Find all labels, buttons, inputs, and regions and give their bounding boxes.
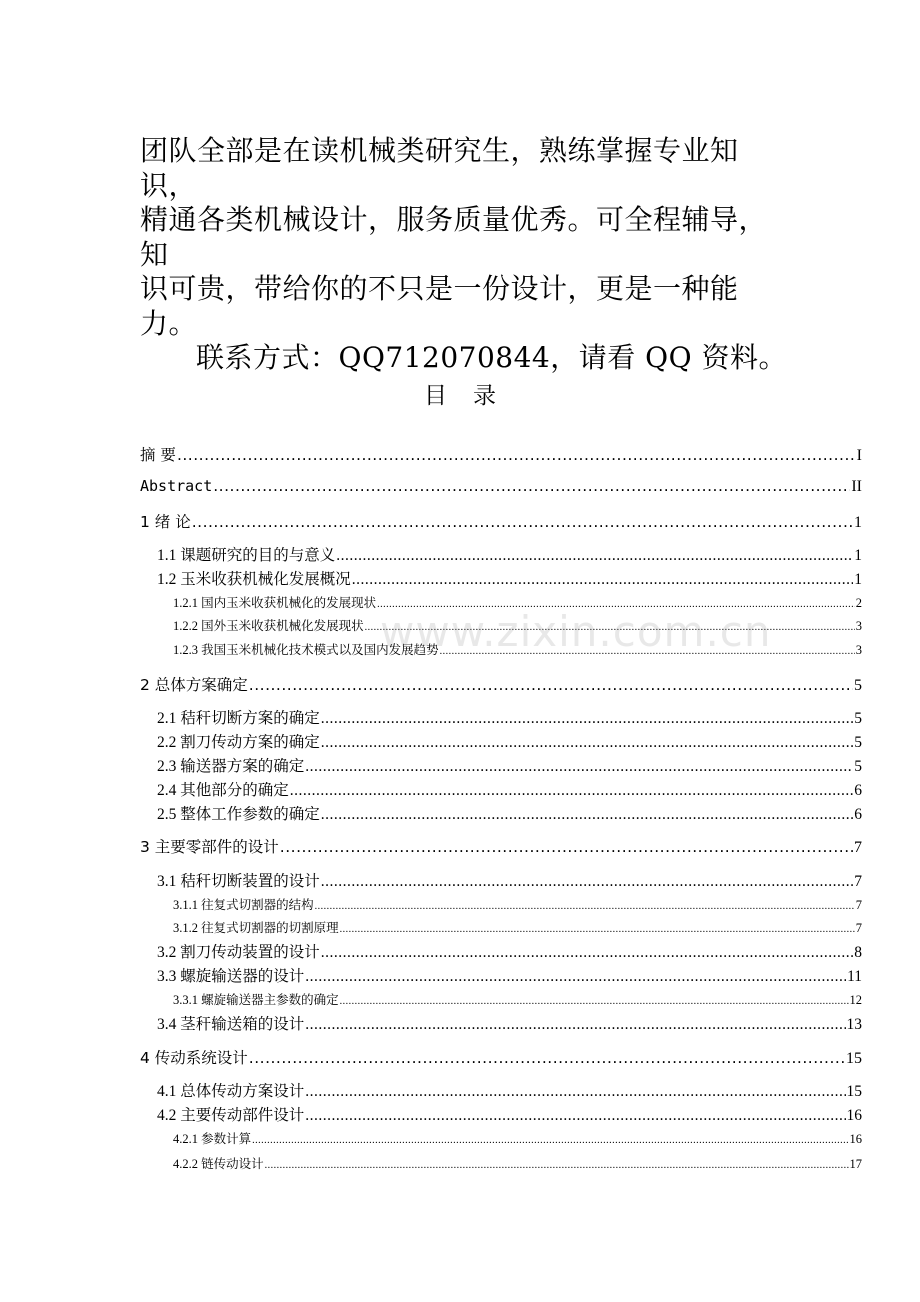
toc-entry-label: 2.3 输送器方案的确定 — [157, 758, 305, 775]
dot-leader — [305, 1107, 845, 1125]
toc-entry-page: 11 — [847, 968, 862, 985]
toc-entry-label: 2 总体方案确定 — [140, 676, 248, 694]
dot-leader — [321, 944, 853, 962]
toc-entry-page: 7 — [855, 921, 862, 935]
dot-leader — [352, 571, 853, 589]
dot-leader — [265, 1160, 849, 1171]
toc-entry-page: 6 — [854, 782, 862, 799]
contact-line: 联系方式：QQ712070844，请看 QQ 资料。 — [196, 341, 787, 374]
toc-entry-page: 15 — [846, 1083, 862, 1100]
toc-entry-page: 16 — [846, 1107, 862, 1124]
toc-entry-page: 1 — [854, 547, 862, 564]
dot-leader — [305, 1016, 845, 1034]
dot-leader — [305, 758, 853, 776]
toc-entry-label: 摘 要 — [140, 446, 176, 464]
dot-leader — [213, 477, 850, 495]
toc-entry[interactable] — [140, 754, 862, 776]
toc-entry-page: I — [856, 447, 862, 464]
toc-entry-page: 7 — [854, 873, 862, 890]
intro-line: 识可贵，带给你的不只是一份设计，更是一种能力。 — [140, 272, 739, 340]
toc-entry-label: 3.2 割刀传动装置的设计 — [157, 944, 320, 961]
toc-entry-page: 7 — [855, 898, 862, 912]
dot-leader — [321, 873, 853, 891]
dot-leader — [177, 446, 856, 464]
dot-leader — [305, 968, 846, 986]
intro-block — [140, 134, 790, 376]
toc-entry-label: 4.2 主要传动部件设计 — [157, 1107, 305, 1124]
toc-entry-label: Abstract — [140, 477, 213, 495]
toc-entry-label: 1 绪 论 — [140, 513, 191, 531]
toc-entry[interactable] — [140, 593, 862, 611]
toc-entry-label: 3.3 螺旋输送器的设计 — [157, 968, 305, 985]
toc-entry[interactable] — [140, 940, 862, 962]
toc-entry[interactable] — [140, 802, 862, 824]
toc-entry[interactable] — [140, 1129, 862, 1147]
toc-entry-label: 3.3.1 螺旋输送器主参数的确定 — [173, 993, 339, 1007]
toc-entry[interactable] — [140, 477, 862, 496]
toc-entry-label: 1.2.2 国外玉米收获机械化发展现状 — [173, 619, 364, 633]
dot-leader — [315, 901, 855, 912]
dot-leader — [377, 599, 855, 610]
toc-entry-page: 6 — [854, 806, 862, 823]
toc-entry[interactable] — [140, 1103, 862, 1125]
toc-entry-label: 3.1 秸秆切断装置的设计 — [157, 873, 320, 890]
dot-leader — [365, 622, 855, 633]
toc-entry[interactable] — [140, 778, 862, 800]
toc-entry[interactable] — [140, 673, 862, 695]
dot-leader — [290, 782, 853, 800]
toc-entry-label: 2.1 秸秆切断方案的确定 — [157, 710, 320, 727]
dot-leader — [336, 547, 853, 565]
toc-entry-page: II — [851, 478, 862, 495]
toc-entry[interactable] — [140, 706, 862, 728]
toc-entry[interactable] — [140, 918, 862, 936]
toc-entry-label: 1.2.3 我国玉米机械化技术模式以及国内发展趋势 — [173, 643, 439, 657]
toc-entry-label: 3.1.1 往复式切割器的结构 — [173, 898, 314, 912]
dot-leader — [340, 996, 849, 1007]
toc-entry-label: 3 主要零部件的设计 — [140, 838, 279, 856]
toc-entry-label: 1.2 玉米收获机械化发展概况 — [157, 571, 351, 588]
toc-entry-label: 2.2 割刀传动方案的确定 — [157, 734, 320, 751]
toc-entry[interactable] — [140, 869, 862, 891]
watermark: www.zixin.com.cn — [380, 607, 772, 656]
toc-entry-page: 7 — [854, 839, 862, 856]
dot-leader — [321, 734, 853, 752]
toc-entry-page: 13 — [846, 1016, 862, 1033]
dot-leader — [440, 646, 855, 657]
toc-entry[interactable] — [140, 1079, 862, 1101]
toc-entry[interactable] — [140, 835, 862, 857]
toc-entry[interactable] — [140, 640, 862, 658]
toc-entry-page: 12 — [849, 993, 862, 1007]
toc-entry[interactable] — [140, 443, 862, 465]
toc-entry-page: 15 — [846, 1050, 862, 1067]
toc-entry-label: 1.1 课题研究的目的与意义 — [157, 547, 336, 564]
toc-entry-page: 5 — [854, 734, 862, 751]
dot-leader — [305, 1083, 845, 1101]
toc-entry-page: 3 — [855, 643, 862, 657]
dot-leader — [340, 924, 855, 935]
toc-entry-label: 3.1.2 往复式切割器的切割原理 — [173, 921, 339, 935]
toc-entry[interactable] — [140, 964, 862, 986]
toc-entry-page: 5 — [854, 677, 862, 694]
dot-leader — [249, 1049, 845, 1067]
intro-line: 精通各类机械设计，服务质量优秀。可全程辅导，知 — [140, 203, 768, 271]
toc-entry-page: 1 — [854, 571, 862, 588]
dot-leader — [321, 806, 853, 824]
toc-entry-page: 2 — [855, 596, 862, 610]
dot-leader — [321, 710, 853, 728]
toc-entry-page: 16 — [849, 1132, 862, 1146]
toc-entry[interactable] — [140, 510, 862, 532]
dot-leader — [192, 513, 853, 531]
toc-entry-page: 3 — [855, 619, 862, 633]
toc-entry[interactable] — [140, 567, 862, 589]
toc-entry-page: 1 — [854, 514, 862, 531]
toc-entry-label: 2.4 其他部分的确定 — [157, 782, 289, 799]
toc-entry-label: 4.2.2 链传动设计 — [173, 1157, 264, 1171]
dot-leader — [280, 838, 853, 856]
intro-line: 团队全部是在读机械类研究生，熟练掌握专业知识， — [140, 134, 739, 202]
toc-entry[interactable] — [140, 895, 862, 913]
toc-entry-page: 17 — [849, 1157, 862, 1171]
toc-entry-label: 2.5 整体工作参数的确定 — [157, 806, 320, 823]
toc-entry-label: 4 传动系统设计 — [140, 1049, 248, 1067]
dot-leader — [249, 676, 853, 694]
toc-entry[interactable] — [140, 1154, 862, 1172]
toc-entry-label: 4.2.1 参数计算 — [173, 1132, 252, 1146]
toc-entry-label: 3.4 茎秆输送箱的设计 — [157, 1016, 305, 1033]
toc-entry-page: 8 — [854, 944, 862, 961]
toc-entry[interactable] — [140, 990, 862, 1008]
toc-entry[interactable] — [140, 1012, 862, 1034]
toc-entry[interactable] — [140, 1046, 862, 1068]
toc-entry-label: 4.1 总体传动方案设计 — [157, 1083, 305, 1100]
toc-entry-page: 5 — [854, 758, 862, 775]
toc-entry-page: 5 — [854, 710, 862, 727]
toc-entry-label: 1.2.1 国内玉米收获机械化的发展现状 — [173, 596, 377, 610]
dot-leader — [252, 1135, 848, 1146]
toc-entry[interactable] — [140, 730, 862, 752]
toc-entry[interactable] — [140, 543, 862, 565]
toc-title: 目录 — [424, 383, 522, 409]
toc-entry[interactable] — [140, 616, 862, 634]
